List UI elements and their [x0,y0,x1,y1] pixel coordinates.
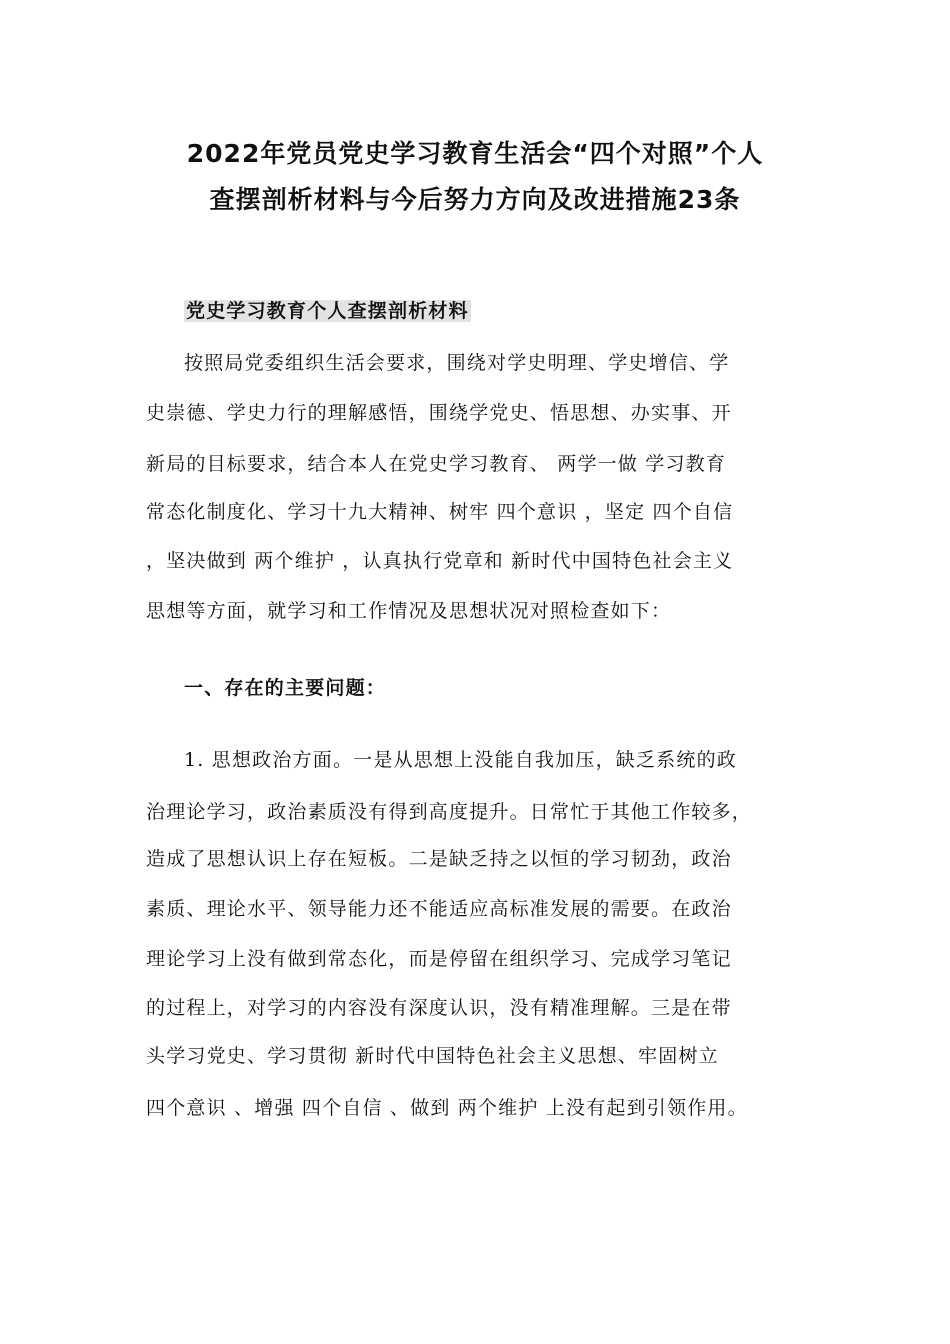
intro-line: 思想等方面，就学习和工作情况及思想状况对照检查如下： [146,600,672,622]
subtitle-text: 党史学习教育个人查摆剖析材料 [186,300,469,322]
intro-line: ，坚决做到 两个维护 ，认真执行党章和 新时代中国特色社会主义 [146,550,734,572]
item1-line: 素质、理论水平、领导能力还不能适应高标准发展的需要。在政治 [146,898,732,920]
subtitle [184,296,471,326]
intro-line: 史崇德、学史力行的理解感悟，围绕学党史、悟思想、办实事、开 [146,402,732,424]
item1-line: 理论学习上没有做到常态化，而是停留在组织学习、完成学习笔记 [146,948,732,970]
item1-line: 的过程上，对学习的内容没有深度认识，没有精准理解。三是在带 [146,997,732,1019]
section-heading: 一、存在的主要问题： [184,677,387,699]
intro-line: 按照局党委组织生活会要求，围绕对学史明理、学史增信、学 [184,352,730,374]
item1-line: 1. 思想政治方面。一是从思想上没能自我加压，缺乏系统的政 [184,749,737,771]
item1-line: 四个意识 、增强 四个自信 、做到 两个维护 上没有起到引领作用。 [146,1097,748,1119]
document-title-line-2: 查摆剖析材料与今后努力方向及改进措施23条 [209,185,741,214]
intro-line: 常态化制度化、学习十九大精神、树牢 四个意识 ，坚定 四个自信 [146,501,734,523]
intro-line: 新局的目标要求，结合本人在党史学习教育、 两学一做 学习教育 [146,453,727,475]
document-title-line-1: 2022年党员党史学习教育生活会“四个对照”个人 [186,139,764,168]
item1-line: 头学习党史、学习贯彻 新时代中国特色社会主义思想、牢固树立 [146,1045,719,1067]
item1-line: 治理论学习，政治素质没有得到高度提升。日常忙于其他工作较多， [146,801,753,823]
item1-line: 造成了思想认识上存在短板。二是缺乏持之以恒的学习韧劲，政治 [146,848,732,870]
